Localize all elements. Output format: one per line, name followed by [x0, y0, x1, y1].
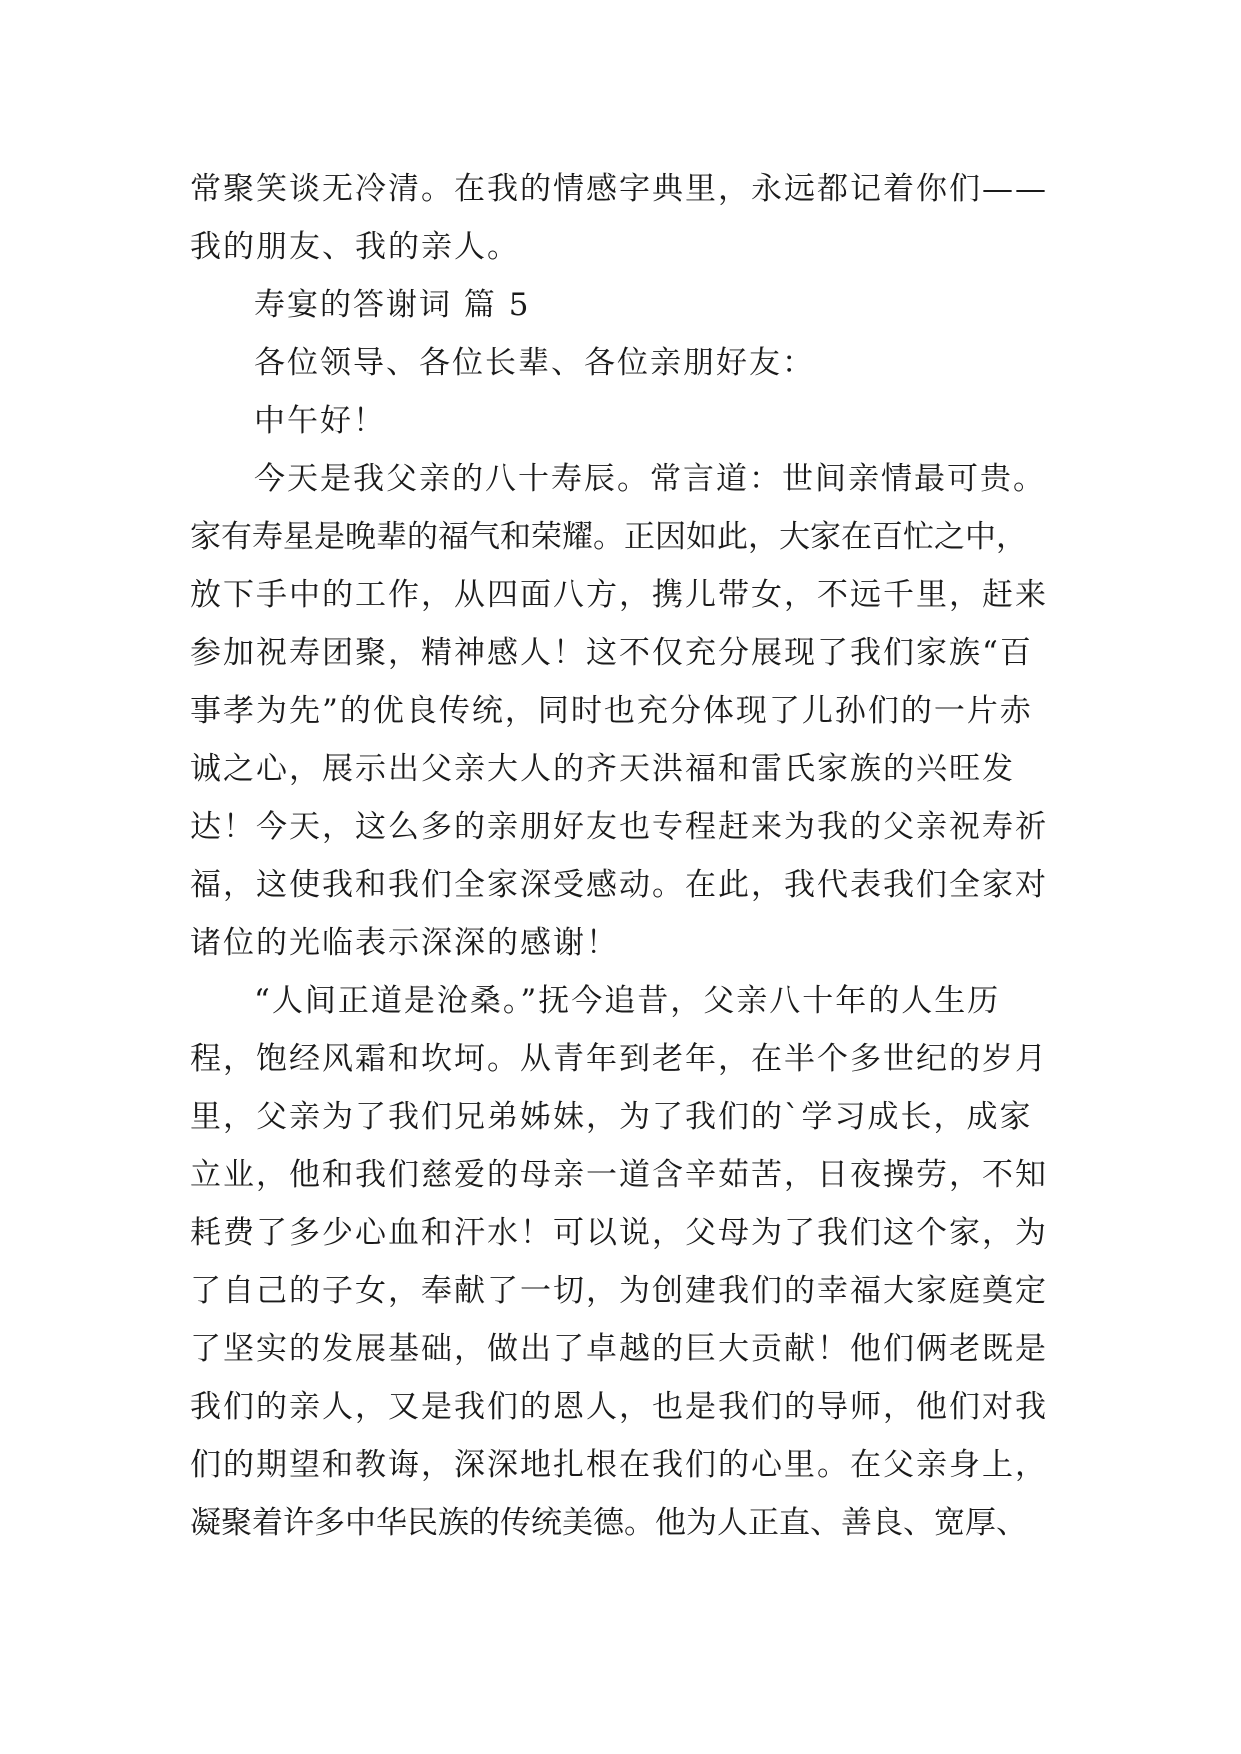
salutation: 各位领导、各位长辈、各位亲朋好友：	[254, 345, 815, 381]
section-heading: 寿宴的答谢词 篇 5	[254, 287, 531, 323]
text-line: 立业，他和我们慈爱的母亲一道含辛茹苦，日夜操劳，不知	[190, 1157, 1048, 1193]
text-line: 福，这使我和我们全家深受感动。在此，我代表我们全家对	[190, 867, 1048, 903]
text-line: 耗费了多少心血和汗水！可以说，父母为了我们这个家，为	[190, 1215, 1048, 1251]
greeting: 中午好！	[254, 403, 386, 439]
text-line: 了坚实的发展基础，做出了卓越的巨大贡献！他们俩老既是	[190, 1331, 1048, 1367]
text-line: 诸位的光临表示深深的感谢！	[190, 925, 619, 961]
document-body	[190, 160, 1060, 1552]
text-line: 我们的亲人，又是我们的恩人，也是我们的导师，他们对我	[190, 1389, 1048, 1425]
text-line: 达！今天，这么多的亲朋好友也专程赶来为我的父亲祝寿祈	[190, 809, 1048, 845]
text-line: “人间正道是沧桑。”抚今追昔，父亲八十年的人生历	[254, 983, 1001, 1019]
text-line: 常聚笑谈无冷清。在我的情感字典里，永远都记着你们——	[190, 171, 1048, 207]
text-line: 凝聚着许多中华民族的传统美德。他为人正直、善良、宽厚、	[190, 1505, 1027, 1541]
text-line: 参加祝寿团聚，精神感人！这不仅充分展现了我们家族“百	[190, 635, 1033, 671]
text-line: 放下手中的工作，从四面八方，携儿带女，不远千里，赶来	[190, 577, 1048, 613]
text-line: 家有寿星是晚辈的福气和荣耀。正因如此，大家在百忙之中，	[190, 519, 1027, 555]
text-line: 了自己的子女，奉献了一切，为创建我们的幸福大家庭奠定	[190, 1273, 1048, 1309]
text-line: 诚之心，展示出父亲大人的齐天洪福和雷氏家族的兴旺发	[190, 751, 1015, 787]
text-line: 今天是我父亲的八十寿辰。常言道：世间亲情最可贵。	[254, 461, 1046, 497]
text-line: 我的朋友、我的亲人。	[190, 229, 520, 265]
text-line: 里，父亲为了我们兄弟姊妹，为了我们的`学习成长，成家	[190, 1099, 1033, 1135]
text-line: 们的期望和教诲，深深地扎根在我们的心里。在父亲身上，	[190, 1447, 1048, 1483]
text-line: 事孝为先”的优良传统，同时也充分体现了儿孙们的一片赤	[190, 693, 1033, 729]
text-line: 程，饱经风霜和坎坷。从青年到老年，在半个多世纪的岁月	[190, 1041, 1048, 1077]
